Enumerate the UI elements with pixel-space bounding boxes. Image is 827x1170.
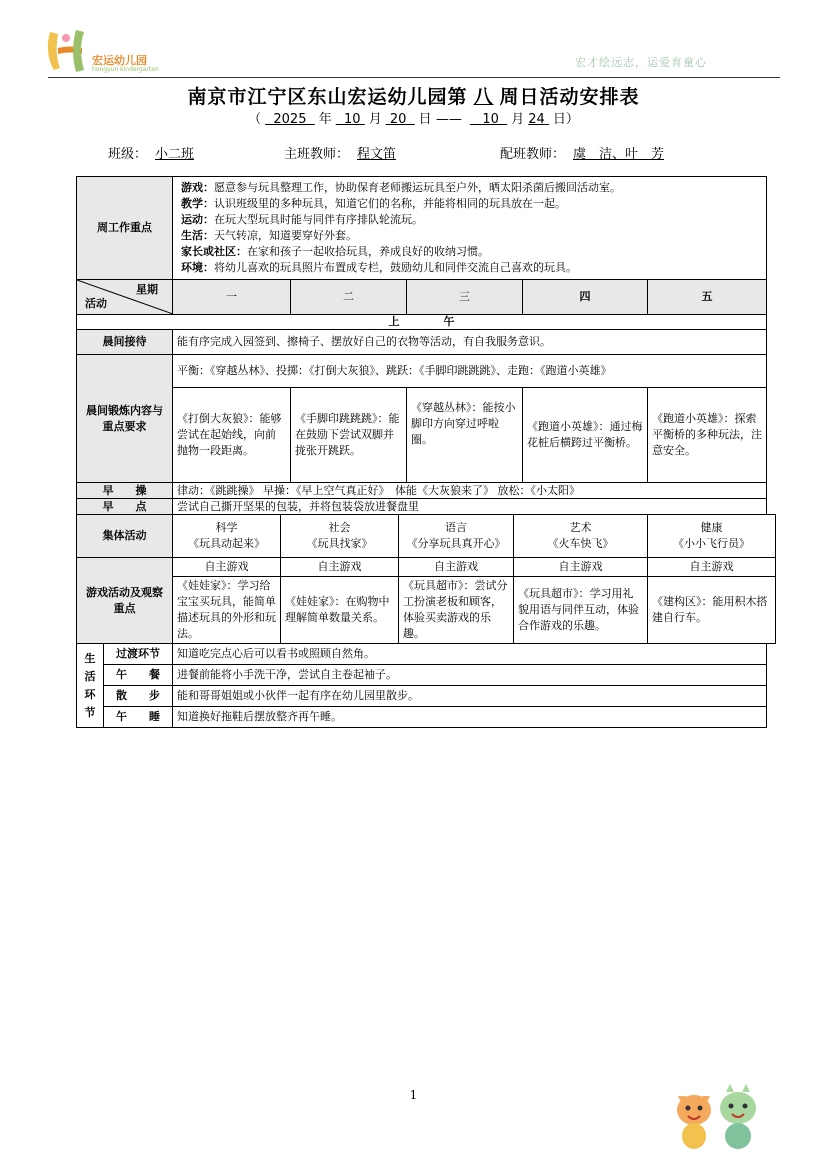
date-range (0, 108, 827, 127)
snack-label: 早 点 (77, 499, 173, 515)
week-focus-key: 游戏： (181, 181, 214, 194)
game-type-mon: 自主游戏 (173, 558, 281, 577)
end-month-unit: 月 (511, 112, 525, 127)
lead-teacher-info (284, 143, 404, 162)
week-focus-item (181, 196, 758, 212)
snack-text: 尝试自己撕开坚果的包装，并将包装袋放进餐盘里 (173, 499, 767, 515)
mascot-icon (668, 1080, 768, 1152)
week-focus-text: 将幼儿喜欢的玩具照片布置成专栏，鼓励幼儿和同伴交流自己喜欢的玩具。 (214, 261, 577, 274)
morning-exercise-text: 律动：《跳跳操》 早操：《早上空气真正好》 体能《大灰狼来了》 放松：《小太阳》 (173, 483, 767, 499)
week-focus-text: 在玩大型玩具时能与同伴有序排队轮流玩。 (214, 213, 423, 226)
logo-subtext: hongyun kindergarten (92, 66, 159, 73)
exercise-wed: 《穿越丛林》：能按小脚印方向穿过呼啦圈。 (407, 388, 523, 483)
week-focus-text: 认识班级里的多种玩具，知道它们的名称，并能将相同的玩具放在一起。 (214, 197, 566, 210)
life-text-nap: 知道换好拖鞋后摆放整齐再午睡。 (173, 707, 767, 728)
game-mon: 《娃娃家》：学习给宝宝买玩具，能简单描述玩具的外形和玩法。 (173, 577, 281, 644)
life-row-3 (77, 686, 776, 707)
group-tue-title: 《玩具找家》 (306, 537, 373, 550)
group-thu (514, 515, 648, 558)
group-mon-title: 《玩具动起来》 (188, 537, 265, 550)
week-focus-item (181, 228, 758, 244)
lead-teacher-label: 主班教师： (284, 147, 350, 162)
group-fri-subject: 健康 (700, 521, 723, 534)
schedule-table (76, 176, 776, 728)
week-focus-text: 天气转凉，知道要穿好外套。 (214, 229, 357, 242)
header-divider (48, 77, 780, 78)
group-tue (281, 515, 399, 558)
week-focus-item (181, 260, 758, 276)
week-focus-key: 生活： (181, 229, 214, 242)
games-label: 游戏活动及观察重点 (77, 558, 173, 644)
week-focus-key: 教学： (181, 197, 214, 210)
exercise-label: 晨间锻炼内容与重点要求 (77, 355, 173, 483)
reception-row (77, 330, 776, 355)
weekday-header-row (77, 280, 776, 315)
exercise-fri: 《跑道小英雄》：探索平衡桥的多种玩法，注意安全。 (648, 388, 767, 483)
game-type-row (77, 558, 776, 577)
week-focus-key: 运动： (181, 213, 214, 226)
month-unit: 月 (368, 112, 382, 127)
life-label-walk: 散 步 (104, 686, 173, 707)
group-activity-row (77, 515, 776, 558)
week-focus-item (181, 180, 758, 196)
group-tue-subject: 社会 (328, 521, 351, 534)
group-fri-title: 《小小飞行员》 (673, 537, 750, 550)
start-month: 10 (344, 112, 361, 127)
page-title (0, 82, 827, 109)
weekday-corner (77, 280, 173, 315)
reception-text: 能有序完成入园签到、擦椅子、摆放好自己的衣物等活动，有自我服务意识。 (173, 330, 767, 355)
life-text-lunch: 进餐前能将小手洗干净，尝试自主卷起袖子。 (173, 665, 767, 686)
date-close: 日） (552, 112, 579, 127)
morning-exercise-row (77, 483, 776, 499)
group-activity-label: 集体活动 (77, 515, 173, 558)
week-focus-list (181, 180, 758, 276)
week-focus-row (77, 177, 776, 280)
day-tue: 二 (291, 280, 407, 315)
page-number: 1 (409, 1088, 418, 1102)
class-value: 小二班 (155, 147, 195, 162)
exercise-thu: 《跑道小英雄》：通过梅花桩后横跨过平衡桥。 (523, 388, 648, 483)
exercise-days-row (77, 388, 776, 483)
corner-top-label: 星期 (136, 283, 158, 296)
title-prefix: 南京市江宁区东山宏运幼儿园第 (187, 86, 468, 108)
exercise-tue: 《手脚印跳跳跳》：能在鼓励下尝试双脚并拢张开跳跃。 (291, 388, 407, 483)
year: 2025 (273, 112, 307, 127)
life-text-walk: 能和哥哥姐姐或小伙伴一起有序在幼儿园里散步。 (173, 686, 767, 707)
game-thu: 《玩具超市》：学习用礼貌用语与同伴互动，体验合作游戏的乐趣。 (514, 577, 648, 644)
game-type-fri: 自主游戏 (648, 558, 776, 577)
week-focus-key: 环境： (181, 261, 214, 274)
group-wed-subject: 语言 (445, 521, 467, 534)
morning-exercise-label: 早 操 (77, 483, 173, 499)
logo-text: 宏运幼儿园 (92, 54, 147, 67)
group-mon (173, 515, 281, 558)
assistant-teacher-info (500, 143, 672, 162)
game-wed: 《玩具超市》：尝试分工扮演老板和顾客，体验买卖游戏的乐趣。 (399, 577, 514, 644)
assistant-teacher-label: 配班教师： (500, 147, 566, 162)
end-month: 10 (482, 112, 499, 127)
game-type-wed: 自主游戏 (399, 558, 514, 577)
start-day: 20 (389, 112, 407, 127)
life-label-text: 生活环节 (84, 651, 96, 719)
morning-divider-row (77, 315, 776, 330)
life-row-4 (77, 707, 776, 728)
group-thu-title: 《火车快飞》 (547, 537, 614, 550)
life-label (77, 644, 104, 728)
exercise-mon: 《打倒大灰狼》：能够尝试在起始线，向前抛物一段距离。 (173, 388, 291, 483)
day-unit: 日 (418, 112, 432, 127)
game-tue: 《娃娃家》：在购物中理解简单数量关系。 (281, 577, 399, 644)
game-type-thu: 自主游戏 (514, 558, 648, 577)
group-mon-subject: 科学 (215, 521, 238, 534)
title-suffix: 周日活动安排表 (499, 86, 640, 108)
exercise-summary-row (77, 355, 776, 388)
week-focus-text: 在家和孩子一起收拾玩具，养成良好的收纳习惯。 (247, 245, 489, 258)
week-focus-item (181, 212, 758, 228)
date-dash: —— (435, 112, 462, 127)
day-fri: 五 (648, 280, 767, 315)
week-focus-key: 家长或社区： (181, 245, 247, 258)
life-row-2 (77, 665, 776, 686)
week-focus-label: 周工作重点 (77, 177, 173, 280)
slogan: 宏才绘远志，运爱育童心 (575, 56, 707, 69)
year-unit: 年 (318, 112, 332, 127)
date-open: （ (248, 112, 262, 127)
corner-bottom-label: 活动 (85, 297, 107, 310)
group-wed-title: 《分享玩具真开心》 (406, 537, 506, 550)
week-focus-item (181, 244, 758, 260)
day-thu: 四 (523, 280, 648, 315)
group-fri (648, 515, 776, 558)
game-type-tue: 自主游戏 (281, 558, 399, 577)
life-row-1 (77, 644, 776, 665)
life-text-transition: 知道吃完点心后可以看书或照顾自然角。 (173, 644, 767, 665)
class-label: 班级： (108, 147, 148, 162)
week-focus-content (173, 177, 767, 280)
morning-label: 上 午 (77, 315, 767, 330)
group-thu-subject: 艺术 (569, 521, 592, 534)
week-focus-text: 愿意参与玩具整理工作，协助保育老师搬运玩具至户外，晒太阳杀菌后搬回活动室。 (214, 181, 621, 194)
class-info (108, 143, 202, 162)
assistant-teacher-value: 虞 洁、叶 芳 (573, 147, 665, 162)
group-wed (399, 515, 514, 558)
day-wed: 三 (407, 280, 523, 315)
exercise-summary: 平衡：《穿越丛林》、投掷：《打倒大灰狼》、跳跃：《手脚印跳跳跳》、走跑：《跑道小英雄》 (173, 355, 767, 388)
game-detail-row (77, 577, 776, 644)
life-label-lunch: 午 餐 (104, 665, 173, 686)
day-mon: 一 (173, 280, 291, 315)
life-label-nap: 午 睡 (104, 707, 173, 728)
end-day: 24 (528, 112, 545, 127)
week-number: 八 (473, 86, 494, 108)
game-fri: 《建构区》：能用积木搭建自行车。 (648, 577, 776, 644)
life-label-transition: 过渡环节 (104, 644, 173, 665)
lead-teacher-value: 程文笛 (357, 147, 397, 162)
reception-label: 晨间接待 (77, 330, 173, 355)
snack-row (77, 499, 776, 515)
